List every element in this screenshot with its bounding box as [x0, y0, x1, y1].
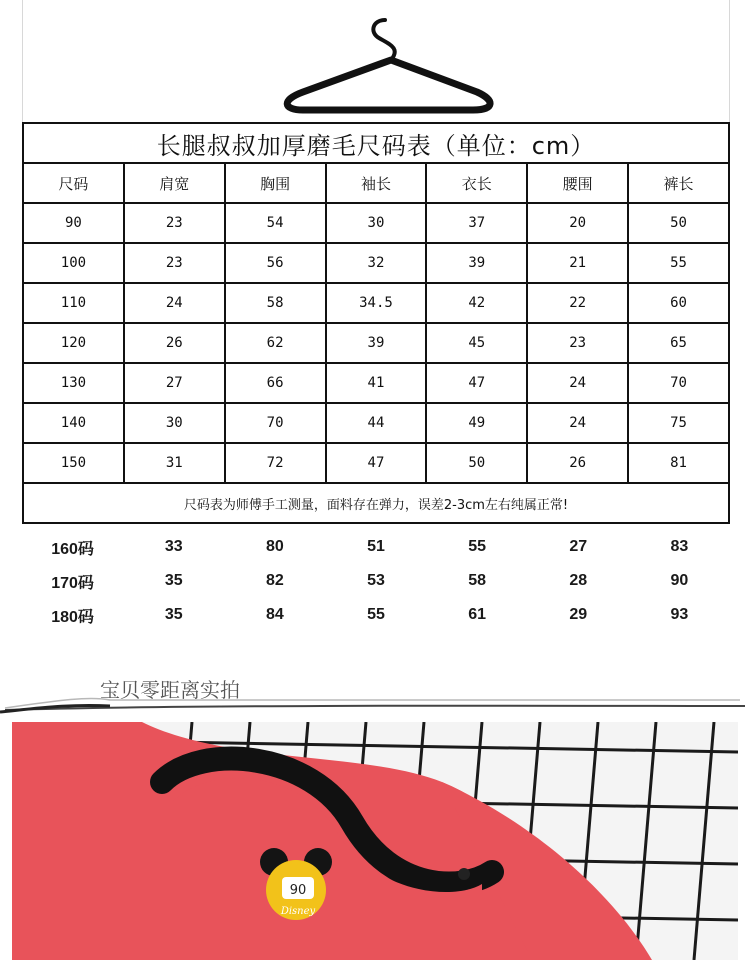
table-cell: 70	[225, 403, 326, 443]
shirt-photo-illustration	[12, 722, 738, 960]
table-note: 尺码表为师傅手工测量，面料存在弹力，误差2-3cm左右纯属正常!	[23, 483, 729, 523]
table-cell: 26	[527, 443, 628, 483]
table-cell: 23	[527, 323, 628, 363]
table-cell: 22	[527, 283, 628, 323]
table-cell: 55	[628, 243, 729, 283]
table-cell: 44	[326, 403, 427, 443]
table-cell: 66	[225, 363, 326, 403]
table-cell: 150	[23, 443, 124, 483]
table-cell: 24	[124, 283, 225, 323]
table-cell: 45	[426, 323, 527, 363]
table-cell: 21	[527, 243, 628, 283]
table-cell: 34.5	[326, 283, 427, 323]
table-cell: 50	[426, 443, 527, 483]
extra-size-cell: 160码	[51, 540, 94, 558]
extra-size-cell: 35	[164, 572, 183, 589]
table-header-cell: 肩宽	[124, 163, 225, 203]
table-cell: 130	[23, 363, 124, 403]
extra-size-row	[22, 564, 730, 598]
table-row	[23, 443, 729, 483]
table-cell: 90	[23, 203, 124, 243]
extra-size-cell: 51	[367, 538, 385, 555]
table-cell: 24	[527, 363, 628, 403]
section-heading-label: 宝贝零距离实拍	[100, 678, 240, 702]
extra-size-cell: 83	[670, 538, 689, 555]
extra-size-cell: 93	[670, 606, 689, 623]
extra-size-cell: 29	[569, 606, 588, 623]
table-header-cell: 衣长	[426, 163, 527, 203]
table-cell: 56	[225, 243, 326, 283]
table-cell: 49	[426, 403, 527, 443]
table-note-row	[23, 483, 729, 523]
table-cell: 62	[225, 323, 326, 363]
table-cell: 42	[426, 283, 527, 323]
table-row	[23, 363, 729, 403]
table-cell: 30	[326, 203, 427, 243]
table-row	[23, 323, 729, 363]
table-header-cell: 袖长	[326, 163, 427, 203]
size-chart-title: 长腿叔叔加厚磨毛尺码表（单位：cm）	[23, 123, 729, 163]
table-cell: 30	[124, 403, 225, 443]
table-cell: 41	[326, 363, 427, 403]
table-cell: 23	[124, 243, 225, 283]
table-cell: 39	[326, 323, 427, 363]
table-header-cell: 尺码	[23, 163, 124, 203]
table-row	[23, 203, 729, 243]
extra-size-cell: 180码	[51, 608, 94, 626]
product-photo	[12, 722, 738, 960]
table-cell: 120	[23, 323, 124, 363]
table-row	[23, 283, 729, 323]
size-tag-text: 90	[289, 883, 307, 898]
extra-size-row	[22, 530, 730, 564]
table-row	[23, 243, 729, 283]
table-cell: 47	[426, 363, 527, 403]
extra-size-cell: 58	[468, 572, 487, 589]
table-header-row	[23, 163, 729, 203]
extra-size-cell: 82	[265, 572, 284, 589]
table-cell: 140	[23, 403, 124, 443]
table-header-cell: 胸围	[225, 163, 326, 203]
hanger-header	[22, 0, 730, 122]
table-cell: 81	[628, 443, 729, 483]
table-header-cell: 腰围	[527, 163, 628, 203]
table-cell: 31	[124, 443, 225, 483]
extra-size-cell: 84	[265, 606, 284, 623]
extra-size-cell: 170码	[51, 574, 94, 592]
extra-size-row	[22, 598, 730, 632]
extra-size-cell: 61	[468, 606, 487, 623]
table-cell: 72	[225, 443, 326, 483]
table-cell: 70	[628, 363, 729, 403]
extra-size-cell: 35	[164, 606, 183, 623]
extra-size-cell: 33	[164, 538, 183, 555]
table-cell: 23	[124, 203, 225, 243]
table-cell: 24	[527, 403, 628, 443]
hanger-icon	[273, 10, 503, 115]
table-cell: 54	[225, 203, 326, 243]
table-cell: 27	[124, 363, 225, 403]
table-cell: 58	[225, 283, 326, 323]
brand-text: Disney	[280, 906, 316, 917]
table-header-cell: 裤长	[628, 163, 729, 203]
extra-size-cell: 28	[569, 572, 588, 589]
table-row	[23, 403, 729, 443]
extra-sizes	[22, 530, 730, 632]
extra-size-cell: 80	[265, 538, 284, 555]
table-cell: 110	[23, 283, 124, 323]
table-cell: 37	[426, 203, 527, 243]
table-cell: 26	[124, 323, 225, 363]
table-cell: 39	[426, 243, 527, 283]
extra-size-cell: 55	[367, 606, 385, 623]
table-cell: 100	[23, 243, 124, 283]
table-cell: 47	[326, 443, 427, 483]
snap-button	[458, 868, 470, 880]
table-cell: 50	[628, 203, 729, 243]
extra-size-cell: 27	[569, 538, 588, 555]
table-cell: 20	[527, 203, 628, 243]
table-cell: 65	[628, 323, 729, 363]
extra-size-cell: 90	[670, 572, 689, 589]
extra-size-cell: 53	[367, 572, 385, 589]
table-cell: 32	[326, 243, 427, 283]
size-chart-table	[22, 122, 730, 524]
extra-size-cell: 55	[468, 538, 487, 555]
table-cell: 60	[628, 283, 729, 323]
table-cell: 75	[628, 403, 729, 443]
section-heading	[0, 660, 750, 720]
